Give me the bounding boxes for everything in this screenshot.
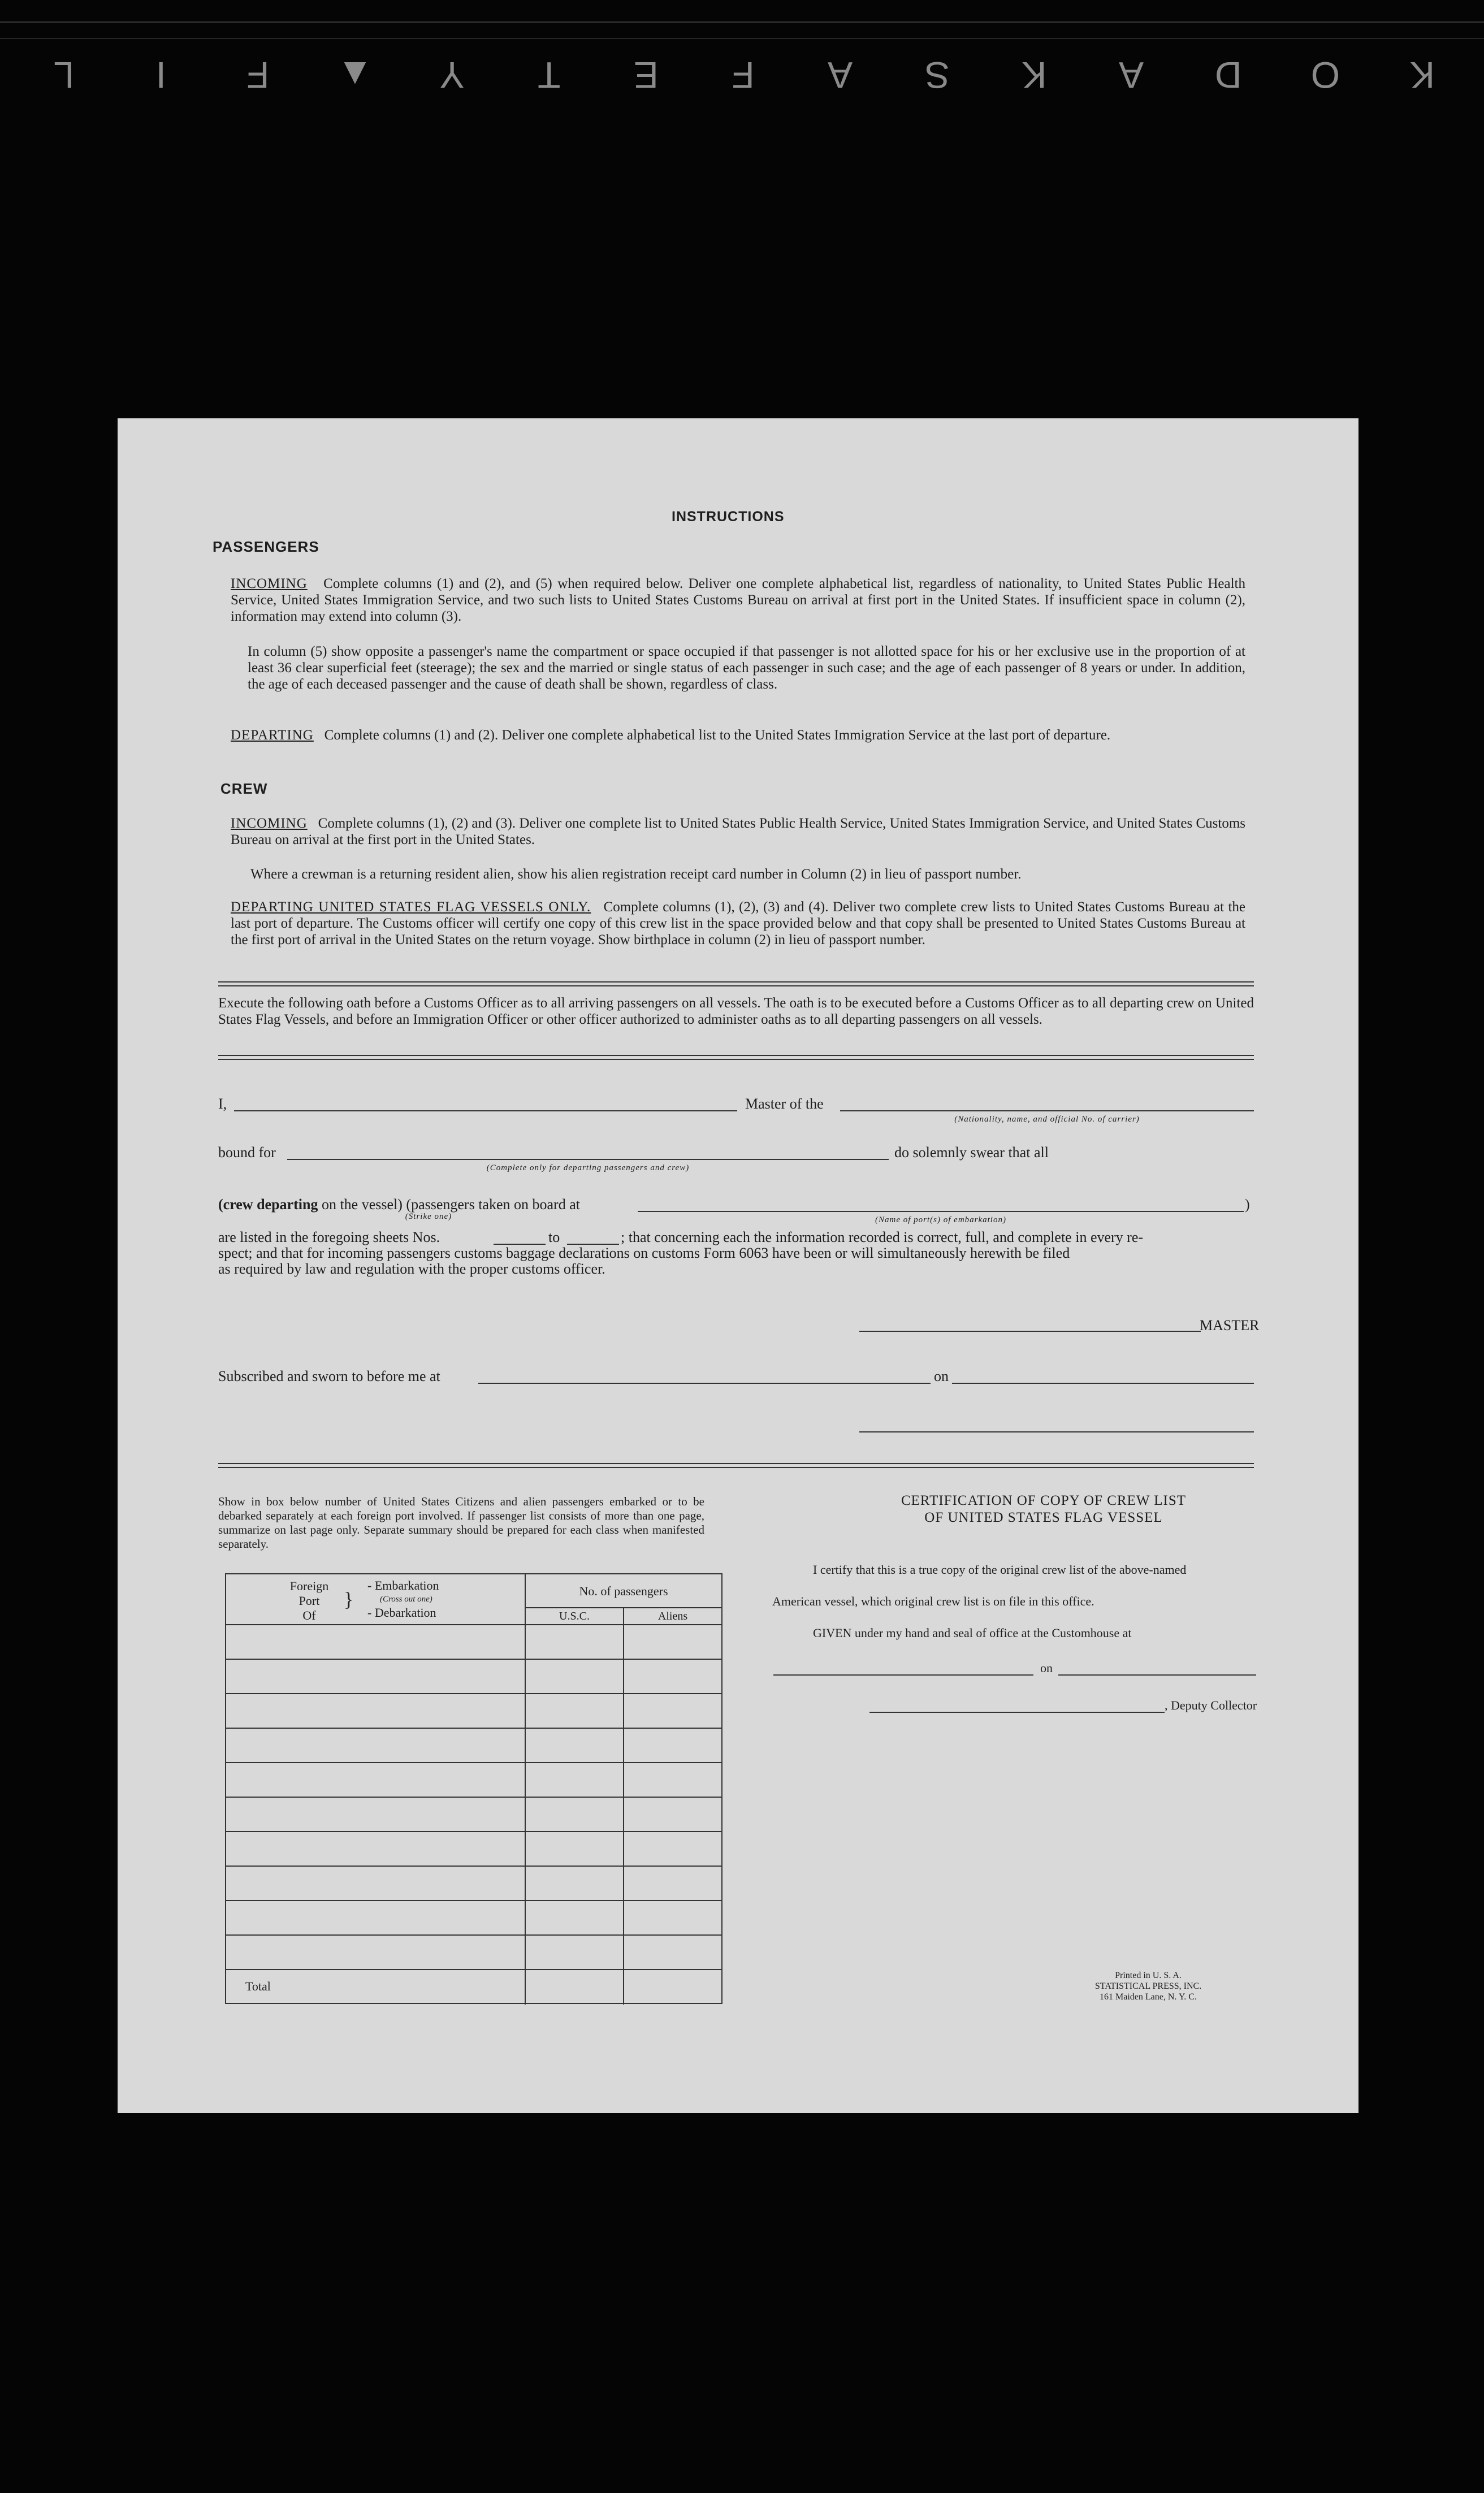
passengers-departing-label: DEPARTING: [231, 728, 314, 743]
listed-text-3: spect; and that for incoming passengers customs baggage declarations on customs Form 6063 have been or will simultaneously herewith be filed: [218, 1245, 1070, 1261]
table-row: [226, 1832, 721, 1867]
film-edge-letter: F: [244, 54, 270, 96]
port-cell[interactable]: [226, 1867, 526, 1900]
certification-line-3: GIVEN under my hand and seal of office at the Customhouse at: [813, 1626, 1132, 1640]
cross-out-caption: (Cross out one): [380, 1595, 432, 1604]
table-row: [226, 1694, 721, 1729]
section-divider: [218, 981, 1254, 986]
certification-on-label: on: [1040, 1661, 1053, 1675]
summary-instruction: Show in box below number of United States Citizens and alien passengers embarked or to be debarked separately at each foreign port involved. If passenger list consists of more than one page, summarize on last page only. Separate summary should be prepared for each class when manifested separately.: [218, 1495, 704, 1551]
usc-cell[interactable]: [526, 1763, 624, 1797]
certification-line-2: American vessel, which original crew list is on file in this office.: [772, 1594, 1094, 1608]
embarkation-port-caption: (Name of port(s) of embarkation): [875, 1215, 1006, 1224]
port-cell[interactable]: [226, 1625, 526, 1659]
table-row: [226, 1625, 721, 1660]
aliens-cell[interactable]: [624, 1763, 721, 1797]
embarkation-port-field[interactable]: [638, 1211, 1244, 1212]
usc-cell[interactable]: [526, 1694, 624, 1728]
film-edge-letter: L: [51, 54, 75, 96]
port-label: Port: [298, 1594, 320, 1608]
crew-incoming-paragraph: [231, 815, 1245, 848]
bound-for-label: bound for: [218, 1144, 276, 1161]
port-cell[interactable]: [226, 1729, 526, 1762]
deputy-collector-label: , Deputy Collector: [1165, 1698, 1257, 1712]
deputy-collector-signature-field[interactable]: [869, 1712, 1165, 1713]
table-row: [226, 1763, 721, 1798]
crew-departing-option[interactable]: (crew departing: [218, 1196, 318, 1213]
certification-line-1: I certify that this is a true copy of the original crew list of the above-named: [813, 1563, 1187, 1577]
usc-cell[interactable]: [526, 1625, 624, 1659]
crew-departing-label: DEPARTING UNITED STATES FLAG VESSELS ONLY.: [231, 899, 591, 915]
usc-cell[interactable]: [526, 1798, 624, 1831]
do-solemnly-label: do solemnly swear that all: [894, 1144, 1049, 1161]
port-cell[interactable]: [226, 1901, 526, 1934]
film-edge-letter: K: [1407, 54, 1435, 96]
carrier-caption: (Nationality, name, and official No. of carrier): [954, 1115, 1140, 1124]
film-edge-letter: D: [1212, 54, 1242, 96]
film-edge-letter: K: [1019, 54, 1047, 96]
passengers-departing-paragraph: [231, 727, 1245, 743]
film-edge-letter: T: [535, 54, 561, 96]
listed-text-4: as required by law and regulation with the proper customs officer.: [218, 1261, 605, 1277]
passengers-heading: PASSENGERS: [213, 538, 319, 555]
crew-incoming-label: INCOMING: [231, 816, 308, 831]
passengers-taken-option[interactable]: (passengers taken on board at: [406, 1196, 580, 1213]
port-cell[interactable]: [226, 1694, 526, 1728]
usc-header: U.S.C.: [526, 1608, 624, 1625]
total-label: Total: [245, 1979, 271, 1993]
table-row: [226, 1660, 721, 1694]
section-divider: [218, 1463, 1254, 1468]
carrier-field[interactable]: [840, 1110, 1254, 1111]
port-cell[interactable]: [226, 1660, 526, 1693]
aliens-cell[interactable]: [624, 1936, 721, 1969]
table-row: [226, 1901, 721, 1936]
passengers-incoming-paragraph: [231, 575, 1245, 625]
port-cell[interactable]: [226, 1832, 526, 1866]
printer-line-1: Printed in U. S. A.: [1115, 1971, 1182, 1980]
foreign-port-of-label: [287, 1579, 331, 1623]
film-edge-letter: S: [922, 54, 950, 96]
port-cell[interactable]: [226, 1970, 526, 2005]
listed-to-label: to: [548, 1229, 560, 1245]
certification-title-line-1: CERTIFICATION OF COPY OF CREW LIST: [901, 1493, 1187, 1508]
oath-i-label: I,: [218, 1096, 227, 1112]
film-edge-letter: O: [1308, 54, 1340, 96]
usc-cell[interactable]: [526, 1832, 624, 1866]
oath-instruction: Execute the following oath before a Customs Officer as to all arriving passengers on all vessels. The oath is to be executed before a Customs Officer as to all departing crew on United States Flag Vessels, and before an Immigration Officer or other officer authorized to administer oaths as to all departing passengers on all vessels.: [218, 996, 1254, 1027]
film-edge-letter: E: [631, 54, 659, 96]
usc-cell[interactable]: [526, 1867, 624, 1900]
certification-title-line-2: OF UNITED STATES FLAG VESSEL: [924, 1510, 1163, 1525]
usc-cell[interactable]: [526, 1729, 624, 1762]
film-edge-letter: F: [729, 54, 755, 96]
film-edge-line: [0, 21, 1484, 23]
passengers-incoming-label: INCOMING: [231, 576, 308, 591]
certification-date-field[interactable]: [1058, 1674, 1256, 1676]
sworn-on-label: on: [934, 1368, 949, 1384]
brace-icon: }: [344, 1588, 354, 1611]
instructions-title: INSTRUCTIONS: [672, 509, 785, 525]
passengers-column5-paragraph: In column (5) show opposite a passenger's name the compartment or space occupied if that passenger is not allotted space for his or her exclusive use in the proportion of at least 36 clear superficial feet (steerage); the sex and the married or single status of each passenger in such case; and the age of each passenger of 8 years or under. In addition, the age of each deceased passenger and the cause of death shall be shown, regardless of class.: [248, 644, 1245, 692]
sworn-place-field[interactable]: [478, 1383, 931, 1384]
film-edge-lettering: [0, 54, 1484, 97]
bound-for-caption: (Complete only for departing passengers and crew): [486, 1163, 690, 1172]
crew-passengers-option[interactable]: [218, 1196, 580, 1213]
usc-cell[interactable]: [526, 1970, 624, 2005]
no-of-passengers-header: No. of passengers: [526, 1574, 721, 1608]
aliens-header: Aliens: [624, 1608, 721, 1625]
crew-returning-paragraph: Where a crewman is a returning resident alien, show his alien registration receipt card number in Column (2) in lieu of passport number.: [250, 867, 1022, 882]
crew-heading: CREW: [220, 780, 268, 797]
master-name-field[interactable]: [234, 1110, 737, 1111]
crew-departing-paragraph: [231, 899, 1245, 948]
listed-line-1: [218, 1229, 440, 1246]
embarkation-label: - Embarkation: [367, 1578, 439, 1592]
aliens-cell[interactable]: [624, 1625, 721, 1659]
film-edge: [0, 0, 1484, 130]
printer-imprint: [1055, 1970, 1241, 2002]
listed-text-1: are listed in the foregoing sheets Nos.: [218, 1229, 440, 1245]
film-edge-letter: A: [825, 54, 853, 96]
port-cell[interactable]: [226, 1798, 526, 1831]
section-divider: [218, 1055, 1254, 1060]
table-row: [226, 1936, 721, 1970]
close-paren: ): [1245, 1196, 1250, 1213]
film-edge-line: [0, 38, 1484, 39]
debarkation-label: - Debarkation: [367, 1605, 436, 1620]
strike-one-caption: (Strike one): [405, 1212, 452, 1221]
film-edge-letter: ▲: [334, 54, 374, 96]
usc-cell[interactable]: [526, 1936, 624, 1969]
master-of-the-label: Master of the: [745, 1096, 824, 1112]
aliens-cell[interactable]: [624, 1832, 721, 1866]
bound-for-field[interactable]: [287, 1159, 889, 1160]
aliens-cell[interactable]: [624, 1694, 721, 1728]
port-header-cell: [226, 1574, 526, 1625]
table-row: [226, 1867, 721, 1901]
printer-line-2: STATISTICAL PRESS, INC.: [1094, 1981, 1202, 1991]
crew-departing-text: Complete columns (1), (2), (3) and (4). Deliver two complete crew lists to United States Customs Bureau at the last port of departure. The Customs officer will certify one copy of this crew list in the space provided below and that copy shall be presented to United States Customs Bureau at the first port of arrival in the United States on the return voyage. Show birthplace in column (2) in lieu of passport number.: [231, 899, 1245, 947]
aliens-cell[interactable]: [624, 1660, 721, 1693]
customhouse-field[interactable]: [773, 1674, 1033, 1676]
passengers-departing-text: Complete columns (1) and (2). Deliver one complete alphabetical list to the United States Immigration Service at the last port of departure.: [324, 728, 1111, 743]
passengers-incoming-text: Complete columns (1) and (2), and (5) when required below. Deliver one complete alphabetical list, regardless of nationality, to United States Public Health Service, United States Immigration Service, and two such lists to United States Customs Bureau on arrival at first port in the United States. If insufficient space in column (2), information may extend into column (3).: [231, 576, 1245, 624]
subscribed-label: Subscribed and sworn to before me at: [218, 1368, 440, 1384]
total-row: [226, 1970, 721, 2005]
sworn-date-field[interactable]: [952, 1383, 1254, 1384]
crew-incoming-text: Complete columns (1), (2) and (3). Deliver one complete list to United States Public Health Service, United States Immigration Service, and United States Customs Bureau on arrival at the first port in the United States.: [231, 816, 1245, 847]
table-row: [226, 1729, 721, 1763]
listed-text-2: ; that concerning each the information recorded is correct, full, and complete in every re-: [621, 1229, 1144, 1245]
of-label: Of: [302, 1608, 316, 1622]
aliens-cell[interactable]: [624, 1970, 721, 2005]
port-cell[interactable]: [226, 1763, 526, 1797]
aliens-cell[interactable]: [624, 1798, 721, 1831]
usc-cell[interactable]: [526, 1901, 624, 1934]
aliens-cell[interactable]: [624, 1729, 721, 1762]
printer-line-3: 161 Maiden Lane, N. Y. C.: [1100, 1992, 1197, 2002]
foreign-label: Foreign: [289, 1579, 329, 1593]
film-edge-letter: A: [1117, 54, 1144, 96]
aliens-cell[interactable]: [624, 1901, 721, 1934]
on-the-vessel-label: on the vessel): [321, 1196, 403, 1213]
document-sheet: [118, 418, 1358, 2113]
film-edge-letter: I: [153, 54, 166, 96]
aliens-cell[interactable]: [624, 1867, 721, 1900]
embark-debark-labels: [367, 1579, 439, 1620]
film-edge-letter: Y: [437, 54, 465, 96]
table-row: [226, 1798, 721, 1832]
master-label: MASTER: [1200, 1317, 1260, 1334]
officer-signature-field[interactable]: [859, 1431, 1254, 1432]
usc-cell[interactable]: [526, 1660, 624, 1693]
master-signature-field[interactable]: [859, 1331, 1201, 1332]
certification-title: [829, 1492, 1258, 1526]
port-cell[interactable]: [226, 1936, 526, 1969]
passenger-summary-table: [225, 1573, 722, 2004]
